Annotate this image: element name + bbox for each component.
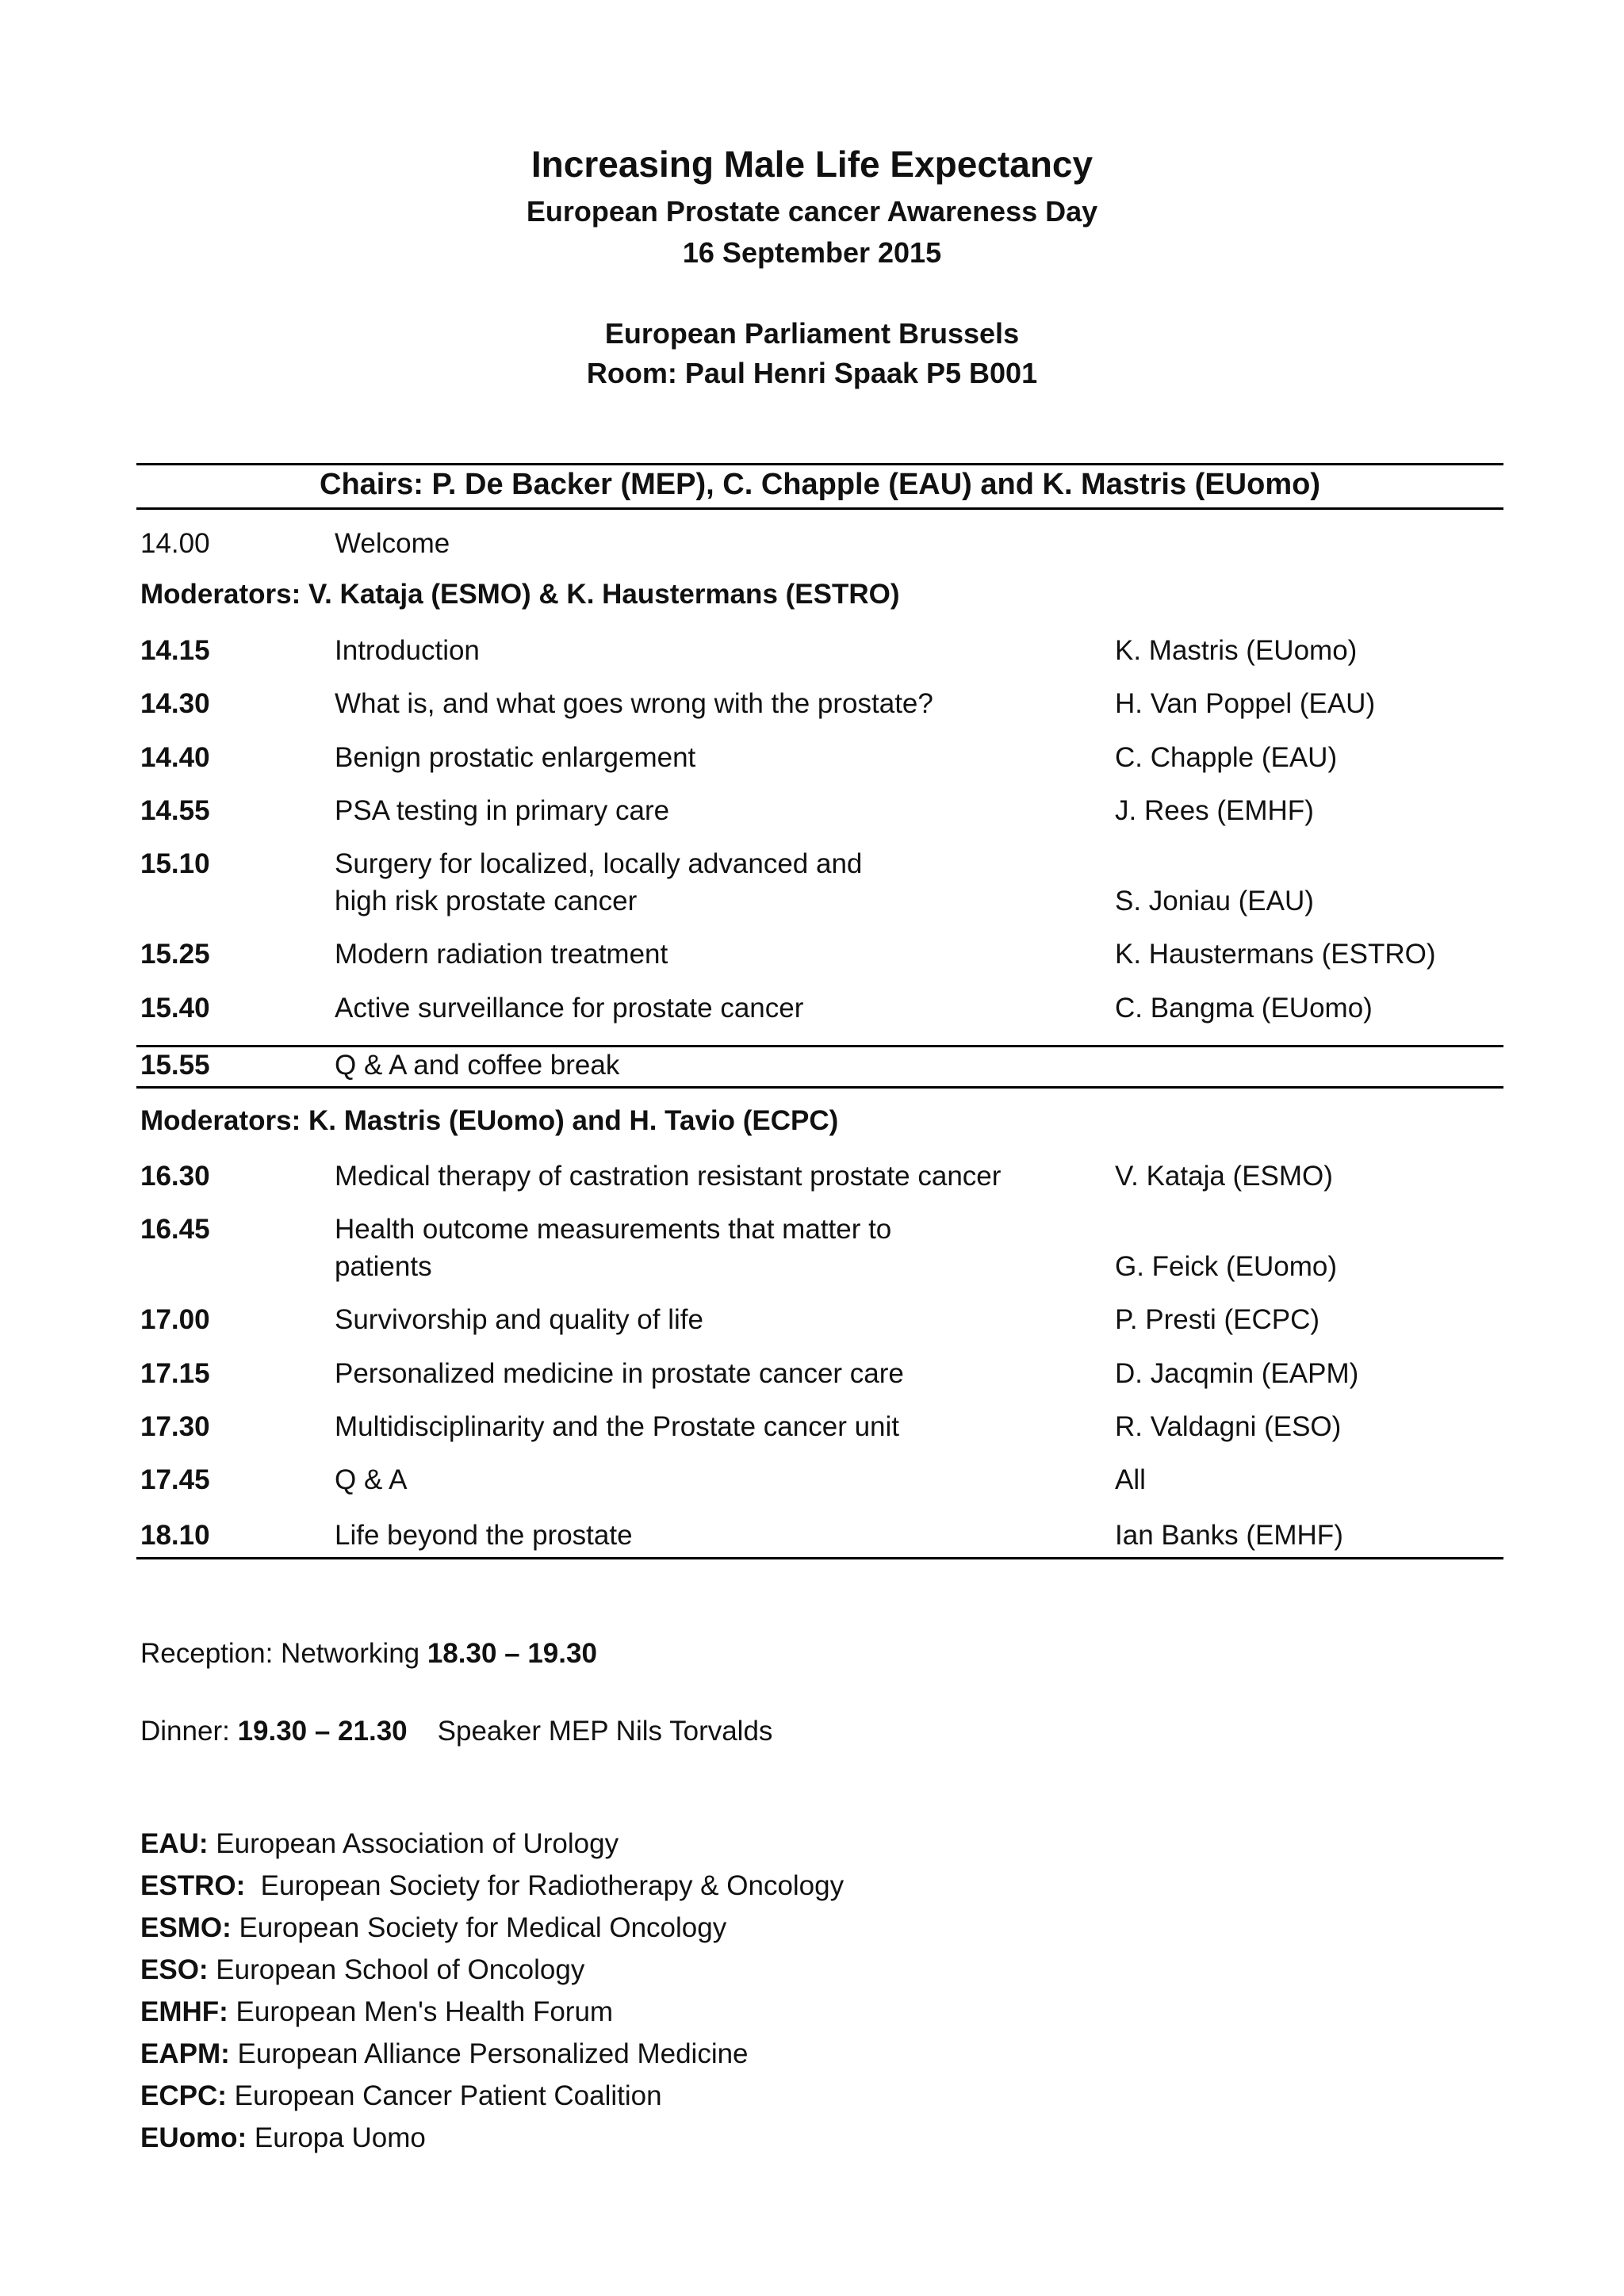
agenda-speaker: P. Presti (ECPC)	[1115, 1304, 1320, 1335]
reception-label: Reception: Networking	[140, 1638, 427, 1669]
glossary-full: European School of Oncology	[208, 1954, 585, 1985]
agenda-time: 14.30	[140, 688, 210, 719]
session2-moderators: Moderators: K. Mastris (EUomo) and H. Tavio (ECPC)	[140, 1105, 839, 1136]
agenda-time: 16.45	[140, 1214, 210, 1245]
agenda-topic: Q & A	[335, 1464, 408, 1495]
dinner-line	[140, 1716, 772, 1747]
glossary-item	[140, 1912, 726, 1944]
glossary-item	[140, 1828, 619, 1860]
agenda-time: 14.15	[140, 635, 210, 666]
glossary-full: European Association of Urology	[208, 1828, 619, 1859]
agenda-speaker: C. Bangma (EUomo)	[1115, 993, 1373, 1024]
glossary-abbr: EAU:	[140, 1828, 209, 1859]
agenda-topic: Health outcome measurements that matter to	[335, 1214, 892, 1245]
agenda-speaker: R. Valdagni (ESO)	[1115, 1411, 1342, 1442]
agenda-topic: What is, and what goes wrong with the prostate?	[335, 688, 933, 719]
session1-moderators: Moderators: V. Kataja (ESMO) & K. Haustermans (ESTRO)	[140, 579, 900, 610]
agenda-topic: Survivorship and quality of life	[335, 1304, 703, 1335]
agenda-topic: Medical therapy of castration resistant prostate cancer	[335, 1161, 1002, 1192]
agenda-time: 15.40	[140, 993, 210, 1024]
glossary-abbr: ESTRO:	[140, 1870, 246, 1901]
glossary-abbr: EMHF:	[140, 1996, 228, 2027]
agenda-speaker: C. Chapple (EAU)	[1115, 742, 1338, 773]
agenda-topic: Active surveillance for prostate cancer	[335, 993, 804, 1024]
agenda-speaker: Ian Banks (EMHF)	[1115, 1520, 1343, 1551]
agenda-topic: Q & A and coffee break	[335, 1050, 620, 1081]
agenda-speaker: S. Joniau (EAU)	[1115, 886, 1314, 916]
glossary-item	[140, 2080, 662, 2112]
event-date: 16 September 2015	[682, 236, 942, 269]
agenda-time: 17.15	[140, 1358, 210, 1389]
agenda-time: 18.10	[140, 1520, 210, 1551]
agenda-speaker: All	[1115, 1464, 1146, 1495]
agenda-topic: Multidisciplinarity and the Prostate cancer unit	[335, 1411, 900, 1442]
dinner-speaker: Speaker MEP Nils Torvalds	[437, 1716, 773, 1747]
glossary-full: European Men's Health Forum	[228, 1996, 614, 2027]
agenda-time: 15.25	[140, 939, 210, 970]
agenda-topic: PSA testing in primary care	[335, 795, 670, 826]
agenda-speaker: G. Feick (EUomo)	[1115, 1251, 1338, 1282]
agenda-time: 15.10	[140, 848, 210, 879]
glossary-item	[140, 1870, 844, 1902]
agenda-time: 14.00	[140, 528, 210, 559]
glossary-abbr: EAPM:	[140, 2038, 230, 2069]
glossary-full: European Cancer Patient Coalition	[226, 2080, 662, 2111]
agenda-topic-continued: high risk prostate cancer	[335, 886, 638, 916]
agenda-speaker: H. Van Poppel (EAU)	[1115, 688, 1376, 719]
glossary-full: European Society for Medical Oncology	[231, 1912, 727, 1943]
agenda-time: 17.30	[140, 1411, 210, 1442]
glossary-full: Europa Uomo	[247, 2122, 426, 2153]
glossary-abbr: ESO:	[140, 1954, 209, 1985]
agenda-topic-continued: patients	[335, 1251, 432, 1282]
agenda-speaker: K. Mastris (EUomo)	[1115, 635, 1358, 666]
agenda-speaker: J. Rees (EMHF)	[1115, 795, 1314, 826]
page-title: Increasing Male Life Expectancy	[530, 144, 1094, 185]
agenda-time: 17.00	[140, 1304, 210, 1335]
rule-break-bottom	[136, 1086, 1503, 1089]
agenda-time: 14.40	[140, 742, 210, 773]
agenda-time: 17.45	[140, 1464, 210, 1495]
dinner-time: 19.30 – 21.30	[237, 1716, 408, 1747]
dinner-label: Dinner:	[140, 1716, 238, 1747]
glossary-abbr: ECPC:	[140, 2080, 227, 2111]
reception-time: 18.30 – 19.30	[427, 1638, 597, 1669]
agenda-topic: Modern radiation treatment	[335, 939, 668, 970]
agenda-topic: Surgery for localized, locally advanced and	[335, 848, 863, 879]
agenda-speaker: V. Kataja (ESMO)	[1115, 1161, 1333, 1192]
event-venue: European Parliament Brussels	[604, 317, 1020, 350]
event-room: Room: Paul Henri Spaak P5 B001	[586, 357, 1038, 389]
chairs-line: Chairs: P. De Backer (MEP), C. Chapple (EAU) and K. Mastris (EUomo)	[320, 468, 1320, 501]
agenda-topic: Introduction	[335, 635, 480, 666]
agenda-speaker: D. Jacqmin (EAPM)	[1115, 1358, 1359, 1389]
glossary-abbr: ESMO:	[140, 1912, 232, 1943]
rule-chairs-bottom	[136, 507, 1503, 510]
glossary-full: European Society for Radiotherapy & Oncology	[245, 1870, 845, 1901]
agenda-time: 16.30	[140, 1161, 210, 1192]
agenda-time: 15.55	[140, 1050, 210, 1081]
agenda-topic: Benign prostatic enlargement	[335, 742, 696, 773]
agenda-topic: Personalized medicine in prostate cancer care	[335, 1358, 904, 1389]
agenda-time: 14.55	[140, 795, 210, 826]
glossary-full: European Alliance Personalized Medicine	[229, 2038, 749, 2069]
glossary-item	[140, 2122, 426, 2154]
rule-top	[136, 463, 1503, 465]
agenda-topic: Life beyond the prostate	[335, 1520, 633, 1551]
event-subtitle: European Prostate cancer Awareness Day	[526, 195, 1098, 228]
glossary-abbr: EUomo:	[140, 2122, 247, 2153]
agenda-topic: Welcome	[335, 528, 450, 559]
rule-bottom	[136, 1557, 1503, 1559]
reception-line	[140, 1638, 597, 1670]
glossary-item	[140, 2038, 749, 2070]
glossary-item	[140, 1954, 584, 1986]
agenda-speaker: K. Haustermans (ESTRO)	[1115, 939, 1436, 970]
glossary-item	[140, 1996, 613, 2028]
